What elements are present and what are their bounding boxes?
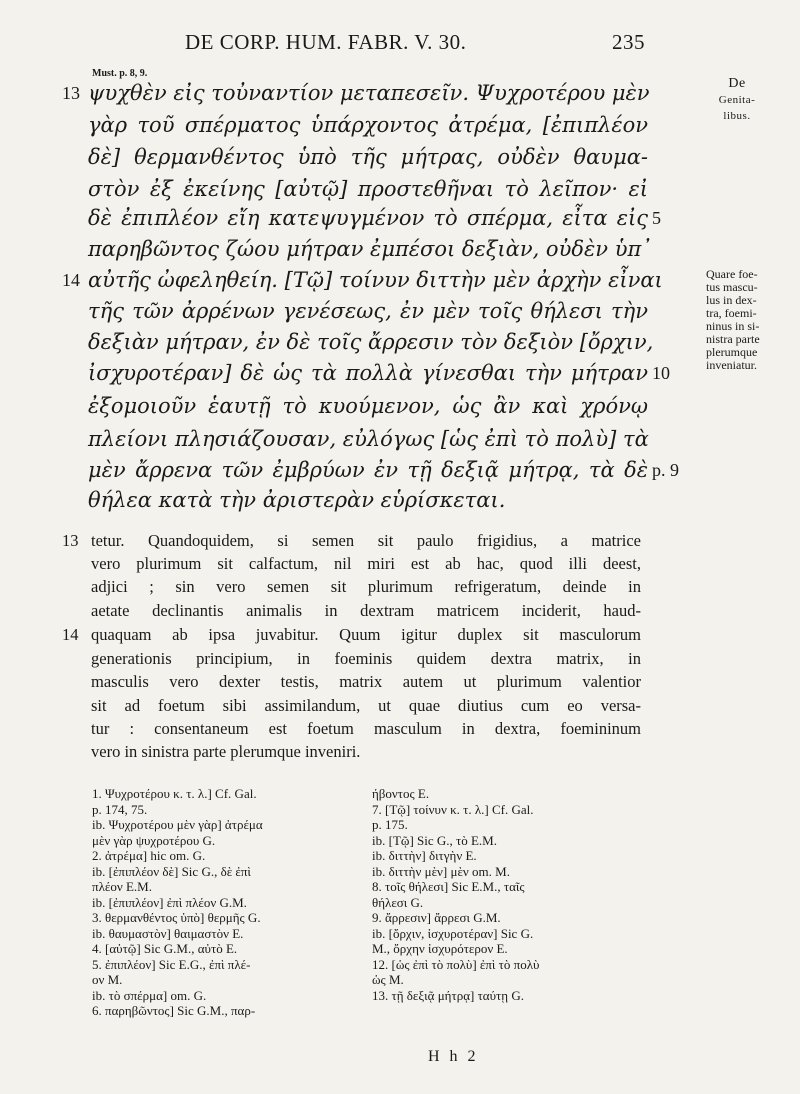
note-line: ib. διττὴν] διτγὴν E. (372, 848, 477, 863)
note-line: ib. [ὄρχιν, ἰσχυροτέραν] Sic G. (372, 925, 534, 941)
greek-line: γὰρ τοῦ σπέρματος ὑπάρχοντος ἀτρέμα, [ἐπιπλέον (88, 113, 648, 137)
note-line: ib. διττὴν μὲν] μὲν om. M. (372, 863, 510, 879)
line-number: 10 (652, 363, 670, 383)
page-number: 235 (612, 30, 645, 54)
greek-line: δὲ] θερμανθέντος ὑπὸ τῆς μήτρας, οὐδὲν θαυμα- (88, 145, 648, 169)
margin-heading-line: libus. (723, 110, 751, 122)
latin-line: adjici ; sin vero semen sit plurimum refrigeratum, deinde in (91, 577, 641, 596)
latin-line: vero in sinistra parte plerumque inveniri. (91, 742, 361, 761)
note-line: 6. παρηβῶντος] Sic G.M., παρ- (92, 1003, 256, 1018)
side-note-line: ninus in si- (706, 319, 760, 333)
side-note-line: inveniatur. (706, 358, 757, 372)
section-number: 14 (62, 270, 80, 290)
note-line: p. 174, 75. (92, 801, 148, 817)
latin-line: sit ad foetum sibi assimilandum, ut quae diutius cum eo versa- (91, 696, 641, 715)
latin-line: vero plurimum sit calfactum, nil miri est ab hac, quod illi deest, (91, 554, 641, 573)
note-line: μὲν γὰρ ψυχροτέρου G. (92, 832, 216, 848)
section-number: 13 (62, 531, 79, 550)
note-line: 5. ἐπιπλέον] Sic E.G., ἐπὶ πλέ- (92, 956, 251, 972)
latin-line: quaquam ab ipsa juvabitur. Quum igitur duplex sit masculorum (91, 625, 641, 644)
critical-notes-right (372, 786, 647, 1003)
note-line: πλέον E.M. (92, 879, 152, 894)
section-number: 13 (62, 83, 80, 103)
latin-line: tetur. Quandoquidem, si semen sit paulo frigidius, a matrice (91, 531, 641, 550)
note-line: 7. [Τῷ] τοίνυν κ. τ. λ.] Cf. Gal. (372, 801, 534, 817)
margin-heading (692, 76, 782, 124)
signature-mark: H h 2 (428, 1048, 479, 1065)
note-line: ib. [Τῷ] Sic G., τὸ E.M. (372, 832, 497, 848)
greek-line: αὐτῆς ὠφεληθείη. [Τῷ] τοίνυν διττὴν μὲν ἀρχὴν εἶναι (88, 268, 663, 292)
side-note-line: tra, foemi- (706, 306, 757, 320)
running-title: DE CORP. HUM. FABR. V. 30. (185, 30, 467, 54)
note-line: 9. ἄρρεσιν] ἄρρεσι G.M. (372, 910, 501, 925)
margin-heading-line: Genita- (718, 94, 756, 106)
note-line: 1. Ψυχροτέρου κ. τ. λ.] Cf. Gal. (92, 786, 257, 801)
side-note-line: lus in dex- (706, 293, 757, 307)
side-note-line: tus mascu- (706, 280, 758, 294)
greek-line: στὸν ἐξ ἐκείνης [αὐτῷ] προστεθῆναι τὸ λεῖπον· εἰ (88, 177, 648, 201)
greek-line: μὲν ἄρρενα τῶν ἐμβρύων ἐν τῇ δεξιᾷ μήτρᾳ, τὰ δὲ (88, 458, 648, 482)
greek-line: ἐξομοιοῦν ἑαυτῇ τὸ κυούμενον, ὡς ἂν καὶ χρόνῳ (88, 394, 648, 418)
margin-heading-line: De (728, 76, 746, 91)
line-number: 5 (652, 208, 661, 228)
side-note-line: Quare foe- (706, 267, 758, 281)
note-line: M., ὄρχην ἰσχυρότερον E. (372, 941, 508, 956)
note-line: ὡς M. (372, 972, 404, 987)
note-line: 2. ἀτρέμα] hic om. G. (92, 848, 206, 863)
greek-line: θήλεα κατὰ τὴν ἀριστερὰν εὑρίσκεται. (88, 488, 506, 512)
greek-line: δὲ ἐπιπλέον εἴη κατεψυγμένον τὸ σπέρμα, εἶτα εἰς (88, 206, 648, 230)
note-line: θήλεσι G. (372, 894, 424, 910)
section-number: 14 (62, 625, 79, 644)
note-line: ib. [ἐπιπλέον δὲ] Sic G., δὲ ἐπὶ (92, 863, 251, 879)
note-line: 12. [ὡς ἐπὶ τὸ πολὺ] ἐπὶ τὸ πολὺ (372, 956, 540, 972)
note-line: ib. θαυμαστὸν] θαιμαστὸν E. (92, 925, 244, 941)
note-line: ib. [ἐπιπλέον] ἐπὶ πλέον G.M. (92, 894, 247, 910)
latin-line: generationis principium, in foeminis quidem dextra matrix, in (91, 649, 641, 668)
note-line: 4. [αὐτῷ] Sic G.M., αὐτὸ E. (92, 941, 238, 956)
critical-notes-left (92, 786, 362, 1019)
mustoxydes-reference: Must. p. 8, 9. (92, 68, 148, 79)
greek-line: ἰσχυροτέραν] δὲ ὡς τὰ πολλὰ γίνεσθαι τὴν μήτραν (88, 361, 648, 385)
greek-line: ψυχθὲν εἰς τοὐναντίον μεταπεσεῖν. Ψυχροτέρου μὲν (88, 81, 650, 105)
latin-line: masculis vero dexter testis, matrix autem ut plurimum valentior (91, 672, 641, 691)
note-line: p. 175. (372, 817, 408, 832)
side-note-line: nistra parte (706, 332, 760, 346)
line-number: p. 9 (652, 460, 679, 480)
note-line: ib. Ψυχροτέρου μὲν γὰρ] ἀτρέμα (92, 817, 263, 832)
latin-line: aetate declinantis animalis in dextram matricem inciderit, haud- (91, 601, 641, 620)
note-line: ήβοντος E. (372, 786, 430, 801)
note-line: 8. τοῖς θήλεσι] Sic E.M., ταῖς (372, 879, 525, 894)
note-line: ib. τὸ σπέρμα] om. G. (92, 987, 207, 1003)
greek-line: δεξιὰν μήτραν, ἐν δὲ τοῖς ἄρρεσιν τὸν δεξιὸν [ὄρχιν, (88, 330, 654, 354)
margin-side-note (706, 268, 786, 372)
side-note-line: plerumque (706, 345, 758, 359)
greek-line: πλείονι πλησιάζουσαν, εὐλόγως [ὡς ἐπὶ τὸ πολὺ] τὰ (88, 427, 649, 451)
note-line: 3. θερμανθέντος ὑπὸ] θερμῆς G. (92, 910, 261, 925)
latin-line: tur : consentaneum est foetum masculum in dextra, foemininum (91, 719, 641, 738)
running-head (185, 30, 645, 58)
note-line: 13. τῇ δεξιᾷ μήτρᾳ] ταύτῃ G. (372, 987, 524, 1003)
note-line: ον M. (92, 972, 123, 987)
greek-line: τῆς τῶν ἀρρένων γενέσεως, ἐν μὲν τοῖς θήλεσι τὴν (88, 299, 648, 323)
greek-line: παρηβῶντος ζώου μήτραν ἐμπέσοι δεξιὰν, οὐδὲν ὑπ᾿ (88, 237, 652, 261)
